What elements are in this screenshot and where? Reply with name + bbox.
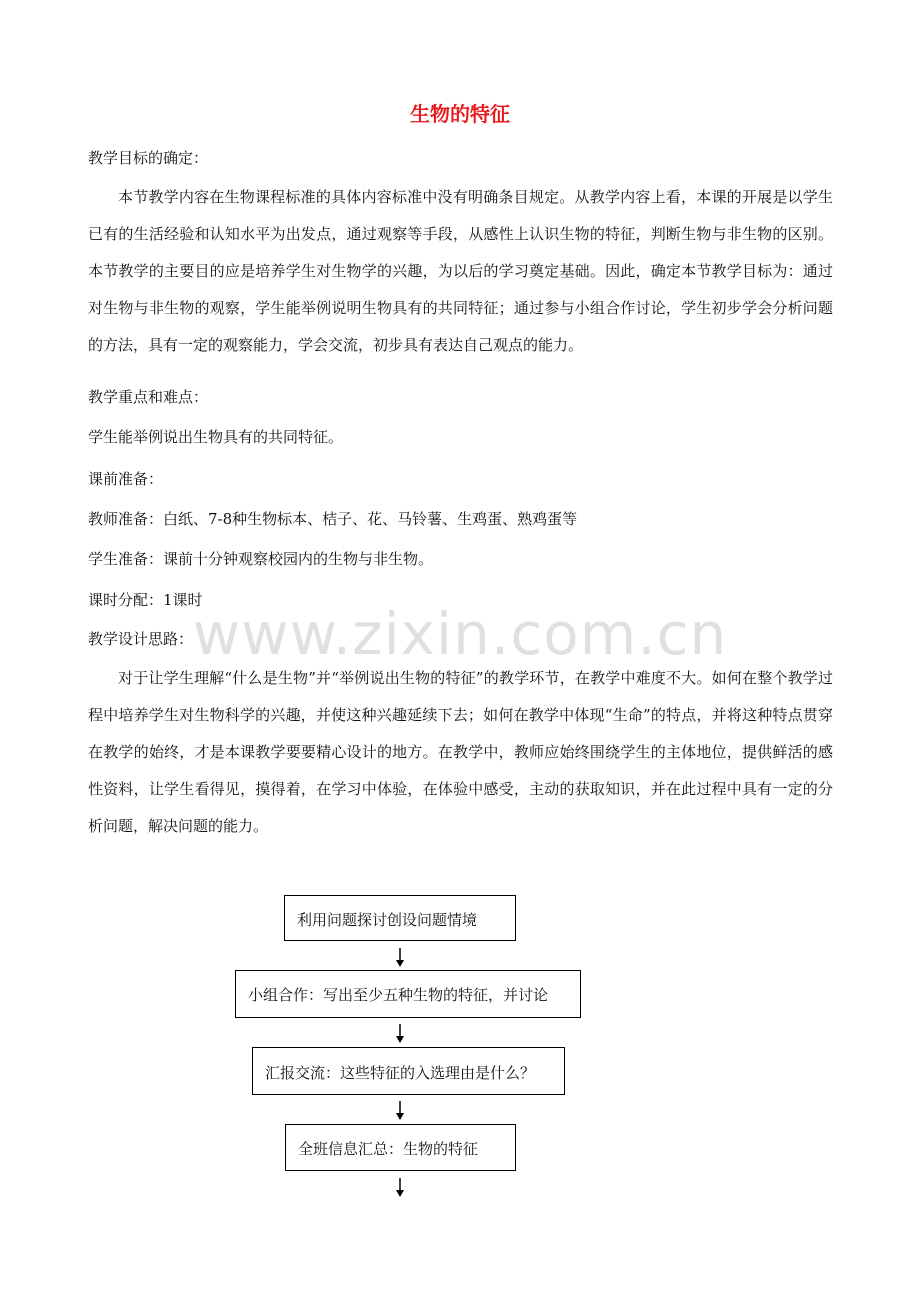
focus-heading: 教学重点和难点： — [88, 388, 209, 406]
flow-step: 小组合作：写出至少五种生物的特征，并讨论 — [235, 970, 581, 1018]
arrow-down-icon — [393, 1101, 407, 1121]
arrow-down-icon — [393, 948, 407, 968]
time-allocation: 课时分配：1课时 — [88, 591, 203, 609]
arrow-down-icon — [393, 1024, 407, 1044]
page-title: 生物的特征 — [410, 102, 510, 126]
flow-step: 利用问题探讨创设问题情境 — [284, 895, 516, 941]
arrow-down-icon — [393, 1178, 407, 1198]
focus-body: 学生能举例说出生物具有的共同特征。 — [88, 428, 344, 446]
teacher-prep: 教师准备：白纸、7-8种生物标本、桔子、花、马铃薯、生鸡蛋、熟鸡蛋等 — [88, 510, 578, 528]
design-body: 对于让学生理解“什么是生物”并“举例说出生物的特征”的教学环节，在教学中难度不大。如何在整个教学过程中培养学生对生物科学的兴趣，并使这种兴趣延续下去；如何在教学中体现“生命”的特点，并将这种特点贯穿在教学的始终，才是本课教学要要精心设计的地方。在教学中，教师应始终围绕学生的主体地位，提供鲜活的感性资料，让学生看得见，摸得着，在学习中体验，在体验中感受，主动的获取知识，并在此过程中具有一定的分析问题，解决问题的能力。 — [88, 669, 833, 835]
prep-heading: 课前准备： — [88, 470, 164, 488]
design-heading: 教学设计思路： — [88, 630, 194, 648]
student-prep: 学生准备：课前十分钟观察校园内的生物与非生物。 — [88, 550, 434, 568]
flow-step: 全班信息汇总：生物的特征 — [285, 1124, 516, 1171]
watermark: www.zixin.com.cn — [192, 600, 728, 668]
flow-step: 汇报交流：这些特征的入选理由是什么？ — [252, 1047, 565, 1095]
goal-heading: 教学目标的确定： — [88, 149, 209, 167]
goal-body: 本节教学内容在生物课程标准的具体内容标准中没有明确条目规定。从教学内容上看，本课的开展是以学生已有的生活经验和认知水平为出发点，通过观察等手段，从感性上认识生物的特征，判断生物与非生物的区别。本节教学的主要目的应是培养学生对生物学的兴趣，为以后的学习奠定基础。因此，确定本节教学目标为：通过对生物与非生物的观察，学生能举例说明生物具有的共同特征；通过参与小组合作讨论，学生初步学会分析问题的方法，具有一定的观察能力，学会交流，初步具有表达自己观点的能力。 — [88, 188, 833, 354]
